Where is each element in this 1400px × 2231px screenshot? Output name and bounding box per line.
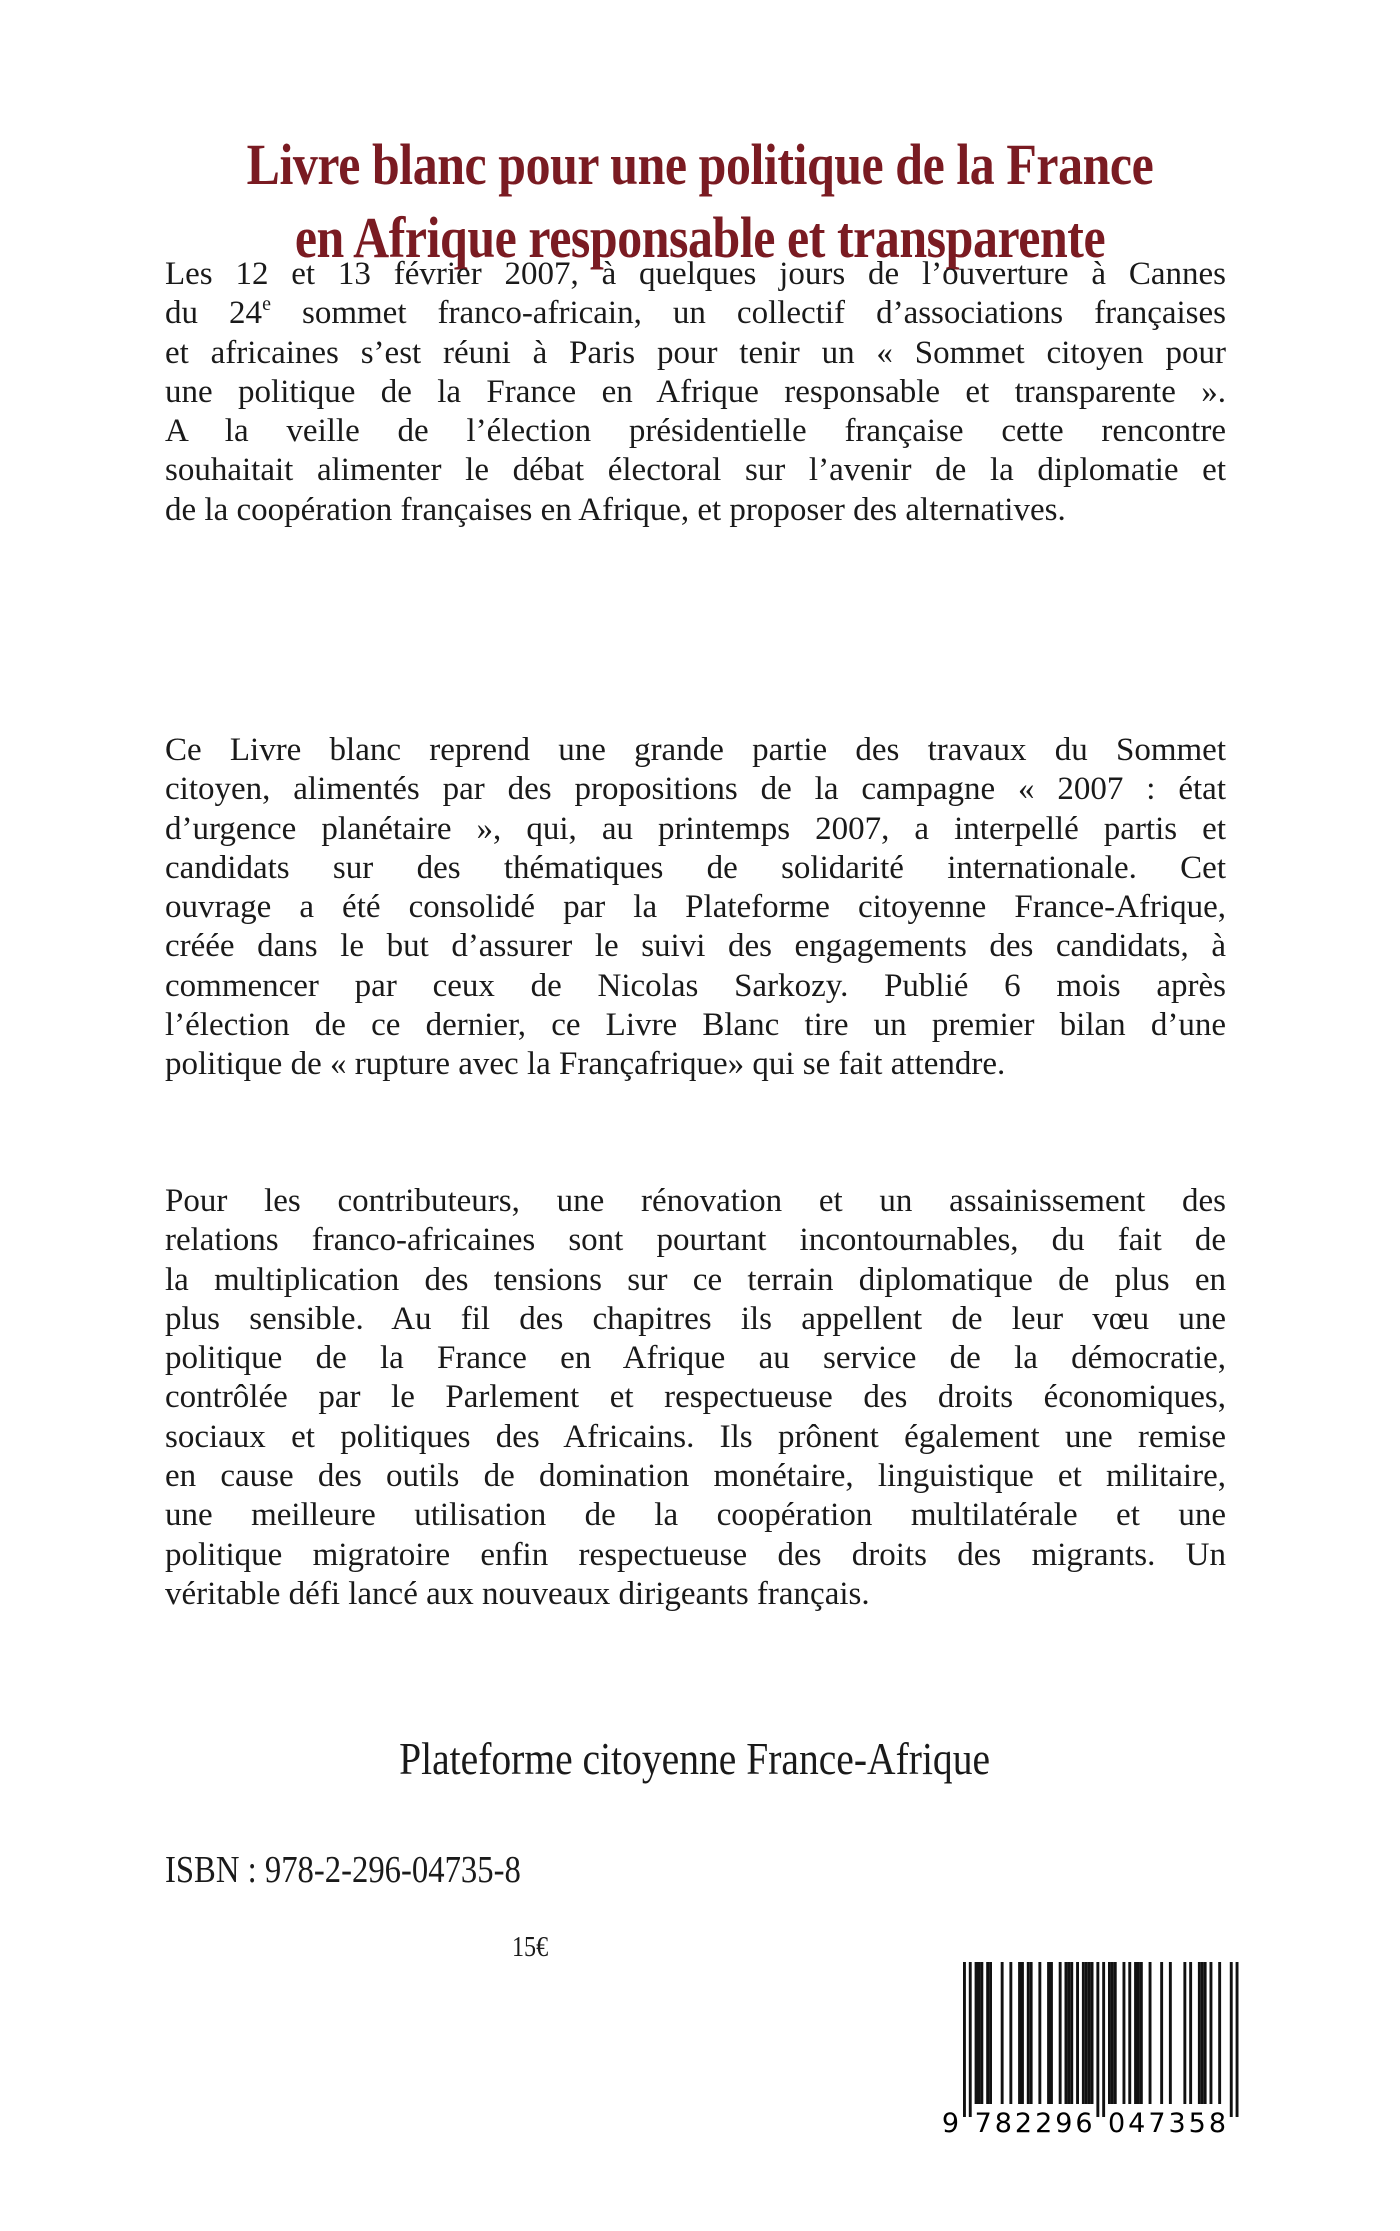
barcode-bar bbox=[1204, 1962, 1207, 2104]
barcode-bar bbox=[1236, 1962, 1239, 2117]
barcode-bar bbox=[1085, 1962, 1088, 2104]
text-line: de la coopération françaises en Afrique, et proposer des alternatives. bbox=[165, 491, 1066, 528]
text-line: ouvrage a été consolidé par la Plateforme citoyenne France-Afrique, bbox=[165, 889, 1226, 926]
barcode-bar bbox=[963, 1962, 966, 2117]
barcode-bar bbox=[1218, 1962, 1221, 2104]
text-line: une politique de la France en Afrique responsable et transparente ». bbox=[165, 373, 1226, 410]
paragraph-contributeurs bbox=[165, 1182, 1226, 1614]
barcode-bar bbox=[1128, 1962, 1131, 2104]
text-line: une meilleure utilisation de la coopération multilatérale et une bbox=[165, 1497, 1226, 1534]
book-title bbox=[0, 128, 1400, 274]
text-line: politique de « rupture avec la Françafrique» qui se fait attendre. bbox=[165, 1046, 1006, 1083]
text-line: relations franco-africaines sont pourtant incontournables, du fait de bbox=[165, 1222, 1226, 1259]
barcode-bar bbox=[1183, 1962, 1186, 2104]
text-line: A la veille de l’élection présidentielle française cette rencontre bbox=[165, 413, 1226, 450]
author-signature bbox=[0, 1732, 1390, 1785]
barcode-bar bbox=[1149, 1962, 1152, 2104]
text-line: sociaux et politiques des Africains. Ils prônent également une remise bbox=[165, 1418, 1226, 1455]
text-line: la multiplication des tensions sur ce terrain diplomatique de plus en bbox=[165, 1261, 1226, 1298]
barcode-bar bbox=[1001, 1962, 1004, 2104]
text-line: Pour les contributeurs, une rénovation et un assainissement des bbox=[165, 1183, 1226, 1219]
barcode-bar bbox=[1059, 1962, 1062, 2104]
barcode-bar bbox=[1102, 1962, 1105, 2117]
text-line: contrôlée par le Parlement et respectueuse des droits économiques, bbox=[165, 1379, 1226, 1416]
title-line: en Afrique responsable et transparente bbox=[294, 205, 1106, 270]
text-line: souhaitait alimenter le débat électoral sur l’avenir de la diplomatie et bbox=[165, 452, 1226, 489]
barcode-bar bbox=[1160, 1962, 1163, 2104]
barcode-bar bbox=[1021, 1962, 1024, 2104]
text-line: plus sensible. Au fil des chapitres ils appellent de leur vœu une bbox=[165, 1300, 1226, 1337]
text-line: politique migratoire enfin respectueuse des droits des migrants. Un bbox=[165, 1536, 1226, 1573]
paragraph-livre-blanc bbox=[165, 731, 1226, 1085]
title-line: Livre blanc pour une politique de la France bbox=[246, 132, 1154, 197]
text-line: politique de la France en Afrique au service de la démocratie, bbox=[165, 1340, 1226, 1377]
text-line: l’élection de ce dernier, ce Livre Blanc tire un premier bilan d’une bbox=[165, 1007, 1226, 1044]
isbn: ISBN : 978-2-296-04735-8 bbox=[165, 1849, 521, 1891]
barcode-bar bbox=[1230, 1962, 1233, 2117]
text-line: et africaines s’est réuni à Paris pour tenir un « Sommet citoyen pour bbox=[165, 334, 1226, 371]
barcode-bar bbox=[1030, 1962, 1033, 2104]
text-line bbox=[165, 294, 1226, 333]
text-line: Ce Livre blanc reprend une grande partie des travaux du Sommet bbox=[165, 732, 1226, 768]
text-span: du 24 bbox=[165, 295, 263, 332]
barcode-bar bbox=[1108, 1962, 1111, 2104]
barcode-bar bbox=[1082, 1962, 1085, 2104]
barcode-bar bbox=[1047, 1962, 1050, 2104]
text-line: en cause des outils de domination monétaire, linguistique et militaire, bbox=[165, 1458, 1226, 1495]
text-line: véritable défi lancé aux nouveaux dirigeants français. bbox=[165, 1575, 870, 1612]
signature-text: Plateforme citoyenne France-Afrique bbox=[399, 1733, 991, 1784]
text-line: créée dans le but d’assurer le suivi des engagements des candidats, à bbox=[165, 928, 1226, 965]
text-line: d’urgence planétaire », qui, au printemps 2007, a interpellé partis et bbox=[165, 810, 1226, 847]
barcode-digits: 782296 bbox=[974, 2108, 1093, 2139]
barcode-bar bbox=[1134, 1962, 1137, 2104]
barcode-bar bbox=[978, 1962, 981, 2104]
barcode-bar bbox=[1189, 1962, 1192, 2104]
superscript: e bbox=[262, 293, 271, 316]
text-line: candidats sur des thématiques de solidarité internationale. Cet bbox=[165, 849, 1226, 886]
barcode-bar bbox=[1038, 1962, 1041, 2104]
paragraph-intro bbox=[165, 255, 1226, 530]
barcode bbox=[941, 1962, 1245, 2139]
barcode-digits: 9 bbox=[941, 2108, 959, 2139]
barcode-bar bbox=[986, 1962, 989, 2104]
barcode-bar bbox=[1091, 1962, 1094, 2104]
barcode-bar bbox=[1065, 1962, 1068, 2104]
barcode-bar bbox=[1123, 1962, 1126, 2104]
barcode-bar bbox=[1088, 1962, 1091, 2104]
barcode-bar bbox=[1169, 1962, 1172, 2104]
barcode-digits: 047358 bbox=[1108, 2108, 1226, 2139]
barcode-bar bbox=[1096, 1962, 1099, 2117]
barcode-bar bbox=[1201, 1962, 1204, 2104]
barcode-bar bbox=[989, 1962, 992, 2104]
barcode-bar bbox=[1027, 1962, 1030, 2104]
price: 15€ bbox=[512, 1932, 549, 1963]
barcode-bar bbox=[1009, 1962, 1012, 2104]
barcode-bar bbox=[1067, 1962, 1070, 2104]
barcode-bar bbox=[1114, 1962, 1117, 2104]
barcode-bar bbox=[1140, 1962, 1143, 2104]
text-span: sommet franco-africain, un collectif d’associations françaises bbox=[270, 295, 1227, 332]
barcode-bar bbox=[980, 1962, 983, 2104]
barcode-bar bbox=[1210, 1962, 1213, 2104]
barcode-bar bbox=[975, 1962, 978, 2104]
text-line: commencer par ceux de Nicolas Sarkozy. Publié 6 mois après bbox=[165, 967, 1226, 1004]
barcode-bar bbox=[1076, 1962, 1079, 2104]
barcode-bar bbox=[1050, 1962, 1053, 2104]
barcode-bar bbox=[1137, 1962, 1140, 2104]
text-line: citoyen, alimentés par des propositions de la campagne « 2007 : état bbox=[165, 771, 1226, 808]
barcode-bar bbox=[1018, 1962, 1021, 2104]
text-line: Les 12 et 13 février 2007, à quelques jours de l’ouverture à Cannes bbox=[165, 256, 1226, 292]
barcode-bar bbox=[1198, 1962, 1201, 2104]
barcode-bar bbox=[1111, 1962, 1114, 2104]
barcode-bar bbox=[969, 1962, 972, 2117]
barcode-bar bbox=[1070, 1962, 1073, 2104]
